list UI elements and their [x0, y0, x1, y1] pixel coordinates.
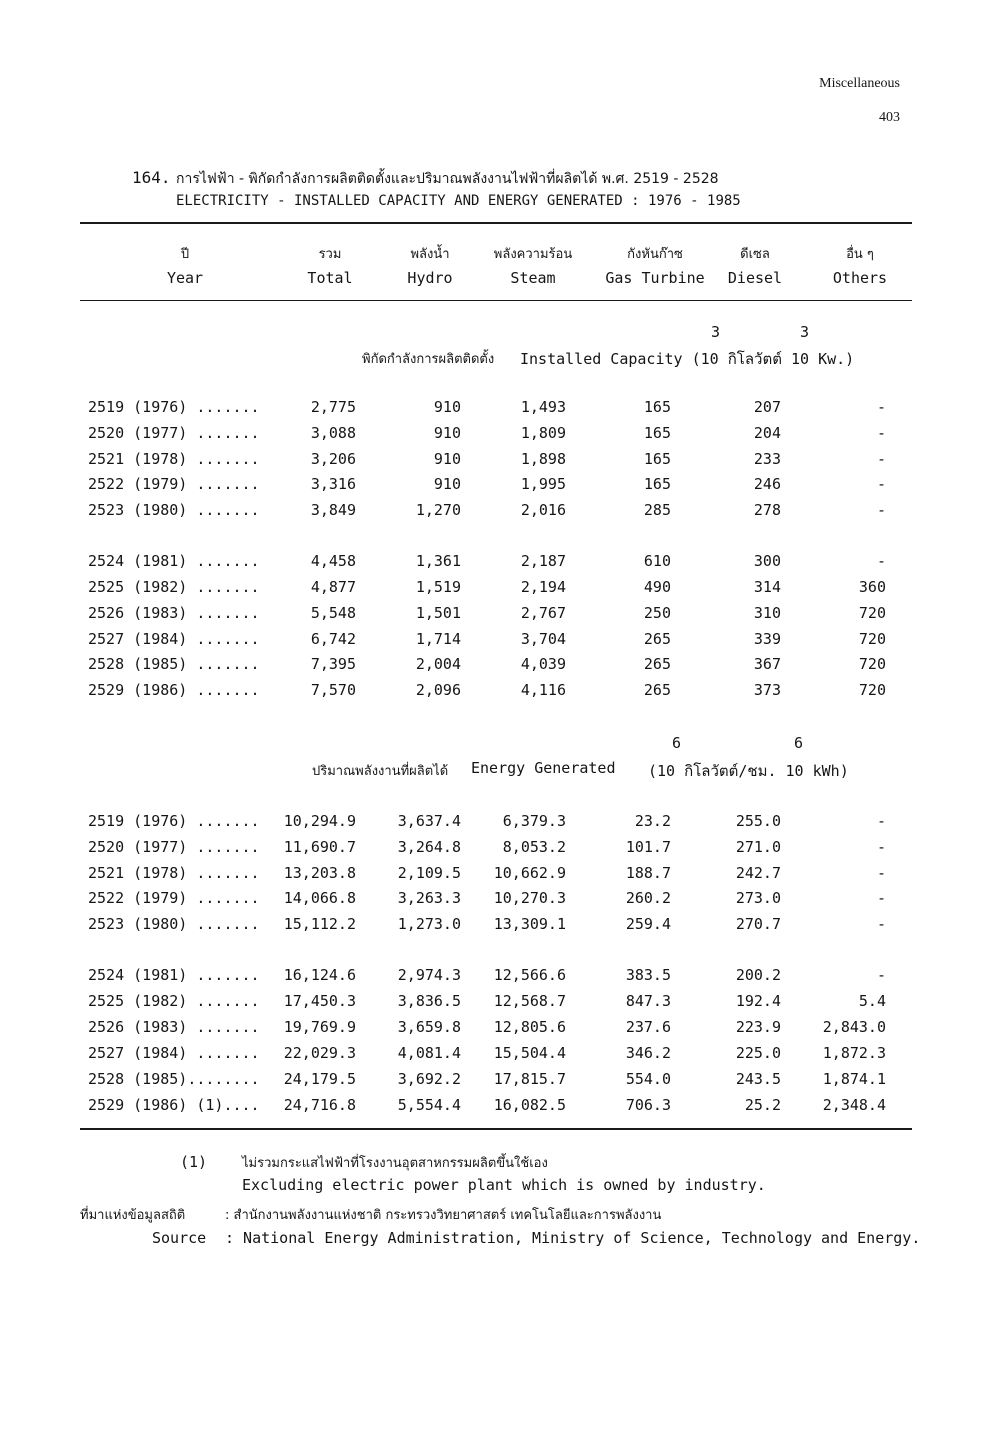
table-cell: 2,974.3: [397, 966, 461, 984]
table-cell: 367: [753, 655, 781, 673]
table-cell: 720: [858, 630, 886, 648]
footnote-marker: (1): [180, 1153, 208, 1171]
column-header-english: Diesel: [727, 269, 783, 287]
table-cell: 165: [643, 475, 671, 493]
row-year-label: 2523 (1980) .......: [88, 915, 260, 933]
table-cell: 3,206: [310, 450, 356, 468]
table-cell: 165: [643, 424, 671, 442]
table-cell: 14,066.8: [283, 889, 356, 907]
energy-heading-thai: ปริมาณพลังงานที่ผลิตได้: [312, 764, 449, 779]
table-cell: 3,264.8: [397, 838, 461, 856]
bottom-rule: [80, 1128, 912, 1130]
table-cell: 242.7: [735, 864, 781, 882]
table-title-english: ELECTRICITY - INSTALLED CAPACITY AND ENERGY GENERATED : 1976 - 1985: [176, 193, 741, 209]
table-cell: 610: [643, 552, 671, 570]
table-cell: 15,504.4: [493, 1044, 566, 1062]
table-cell: 910: [433, 475, 461, 493]
table-cell: 910: [433, 450, 461, 468]
table-cell: 10,294.9: [283, 812, 356, 830]
row-year-label: 2524 (1981) .......: [88, 552, 260, 570]
table-cell: 2,194: [520, 578, 566, 596]
column-header-thai: ปี: [180, 247, 190, 262]
table-cell: 285: [643, 501, 671, 519]
column-header-thai: ดีเซล: [740, 247, 770, 262]
footnote-thai: ไม่รวมกระแสไฟฟ้าที่โรงงานอุตสาหกรรมผลิตขึ้นใช้เอง: [242, 1156, 548, 1171]
row-year-label: 2519 (1976) .......: [88, 812, 260, 830]
table-cell: 265: [643, 681, 671, 699]
table-cell: -: [876, 966, 886, 984]
top-rule: [80, 222, 912, 224]
row-year-label: 2526 (1983) .......: [88, 604, 260, 622]
table-cell: 3,849: [310, 501, 356, 519]
row-year-label: 2527 (1984) .......: [88, 1044, 260, 1062]
table-cell: 8,053.2: [502, 838, 566, 856]
column-header-english: Total: [307, 269, 353, 287]
table-cell: 246: [753, 475, 781, 493]
table-cell: 5,554.4: [397, 1096, 461, 1114]
source-text-english: : National Energy Administration, Ministry of Science, Technology and Energy.: [225, 1229, 921, 1247]
table-cell: 13,203.8: [283, 864, 356, 882]
table-cell: 5,548: [310, 604, 356, 622]
table-cell: 314: [753, 578, 781, 596]
table-cell: 720: [858, 655, 886, 673]
table-cell: 260.2: [625, 889, 671, 907]
table-cell: 706.3: [625, 1096, 671, 1114]
column-header-english: Hydro: [407, 269, 453, 287]
table-cell: 1,361: [415, 552, 461, 570]
table-title-thai: การไฟฟ้า - พิกัดกำลังการผลิตติดตั้งและปริมาณพลังงานไฟฟ้าที่ผลิตได้ พ.ศ. 2519 - 2528: [176, 171, 719, 187]
table-cell: 22,029.3: [283, 1044, 356, 1062]
column-header-thai: รวม: [318, 247, 342, 262]
capacity-exponent-left: 3: [711, 323, 721, 341]
row-year-label: 2526 (1983) .......: [88, 1018, 260, 1036]
table-cell: 4,116: [520, 681, 566, 699]
page-section-label: Miscellaneous: [819, 76, 900, 91]
table-cell: 2,775: [310, 398, 356, 416]
table-cell: 192.4: [735, 992, 781, 1010]
column-header-thai: อื่น ๆ: [846, 247, 874, 262]
column-header-thai: พลังความร้อน: [493, 247, 573, 262]
table-cell: 12,805.6: [493, 1018, 566, 1036]
table-cell: 4,458: [310, 552, 356, 570]
energy-exponent-left: 6: [672, 734, 682, 752]
row-year-label: 2520 (1977) .......: [88, 838, 260, 856]
table-cell: 15,112.2: [283, 915, 356, 933]
row-year-label: 2523 (1980) .......: [88, 501, 260, 519]
row-year-label: 2521 (1978) .......: [88, 864, 260, 882]
table-cell: -: [876, 552, 886, 570]
table-cell: 1,519: [415, 578, 461, 596]
table-cell: 223.9: [735, 1018, 781, 1036]
table-cell: 1,714: [415, 630, 461, 648]
table-cell: 101.7: [625, 838, 671, 856]
source-text-thai: : สำนักงานพลังงานแห่งชาติ กระทรวงวิทยาศาสตร์ เทคโนโลยีและการพลังงาน: [225, 1208, 662, 1223]
table-cell: 17,815.7: [493, 1070, 566, 1088]
table-number: 164.: [132, 168, 171, 187]
row-year-label: 2529 (1986) (1)....: [88, 1096, 260, 1114]
table-cell: 24,716.8: [283, 1096, 356, 1114]
table-cell: 13,309.1: [493, 915, 566, 933]
table-cell: 259.4: [625, 915, 671, 933]
table-cell: 1,872.3: [822, 1044, 886, 1062]
table-cell: 200.2: [735, 966, 781, 984]
capacity-exponent-right: 3: [800, 323, 810, 341]
table-cell: 2,843.0: [822, 1018, 886, 1036]
table-cell: 3,316: [310, 475, 356, 493]
row-year-label: 2525 (1982) .......: [88, 578, 260, 596]
table-cell: 4,039: [520, 655, 566, 673]
table-cell: -: [876, 501, 886, 519]
column-header-thai: พลังน้ำ: [410, 247, 450, 262]
table-cell: 310: [753, 604, 781, 622]
table-cell: 250: [643, 604, 671, 622]
table-cell: 360: [858, 578, 886, 596]
table-cell: 1,273.0: [397, 915, 461, 933]
table-cell: 1,809: [520, 424, 566, 442]
table-cell: 1,270: [415, 501, 461, 519]
table-cell: 1,874.1: [822, 1070, 886, 1088]
row-year-label: 2529 (1986) .......: [88, 681, 260, 699]
table-cell: 265: [643, 630, 671, 648]
table-cell: 16,124.6: [283, 966, 356, 984]
table-cell: 16,082.5: [493, 1096, 566, 1114]
table-cell: 2,096: [415, 681, 461, 699]
row-year-label: 2519 (1976) .......: [88, 398, 260, 416]
column-header-english: Steam: [510, 269, 556, 287]
column-header-english: Gas Turbine: [605, 269, 705, 287]
table-cell: 7,395: [310, 655, 356, 673]
table-cell: 23.2: [634, 812, 671, 830]
table-cell: -: [876, 915, 886, 933]
table-cell: 720: [858, 681, 886, 699]
table-cell: 10,662.9: [493, 864, 566, 882]
table-cell: 265: [643, 655, 671, 673]
row-year-label: 2528 (1985)........: [88, 1070, 260, 1088]
table-cell: -: [876, 812, 886, 830]
table-cell: 2,109.5: [397, 864, 461, 882]
table-cell: -: [876, 475, 886, 493]
capacity-heading-thai: พิกัดกำลังการผลิตติดตั้ง: [362, 352, 495, 367]
table-cell: 910: [433, 424, 461, 442]
table-cell: 720: [858, 604, 886, 622]
table-cell: 300: [753, 552, 781, 570]
table-cell: 225.0: [735, 1044, 781, 1062]
table-cell: 2,004: [415, 655, 461, 673]
table-cell: 3,704: [520, 630, 566, 648]
table-cell: -: [876, 864, 886, 882]
table-cell: 1,898: [520, 450, 566, 468]
table-cell: 1,995: [520, 475, 566, 493]
table-cell: 346.2: [625, 1044, 671, 1062]
table-cell: 165: [643, 450, 671, 468]
table-cell: 19,769.9: [283, 1018, 356, 1036]
table-cell: 11,690.7: [283, 838, 356, 856]
row-year-label: 2527 (1984) .......: [88, 630, 260, 648]
table-cell: 4,081.4: [397, 1044, 461, 1062]
column-header-english: Year: [166, 269, 204, 287]
table-cell: 490: [643, 578, 671, 596]
table-cell: 339: [753, 630, 781, 648]
table-cell: 1,501: [415, 604, 461, 622]
table-cell: 255.0: [735, 812, 781, 830]
table-cell: 2,016: [520, 501, 566, 519]
table-cell: 24,179.5: [283, 1070, 356, 1088]
table-cell: 383.5: [625, 966, 671, 984]
table-cell: 271.0: [735, 838, 781, 856]
row-year-label: 2520 (1977) .......: [88, 424, 260, 442]
capacity-heading-english: Installed Capacity (10 กิโลวัตต์ 10 Kw.): [520, 350, 855, 368]
row-year-label: 2524 (1981) .......: [88, 966, 260, 984]
table-cell: 233: [753, 450, 781, 468]
row-year-label: 2522 (1979) .......: [88, 475, 260, 493]
table-cell: 237.6: [625, 1018, 671, 1036]
source-label-thai: ที่มาแห่งข้อมูลสถิติ: [80, 1208, 186, 1223]
header-rule: [80, 300, 912, 301]
table-cell: -: [876, 838, 886, 856]
row-year-label: 2522 (1979) .......: [88, 889, 260, 907]
table-cell: 3,637.4: [397, 812, 461, 830]
table-cell: -: [876, 889, 886, 907]
page-number: 403: [879, 110, 900, 125]
table-cell: 6,742: [310, 630, 356, 648]
table-cell: 3,088: [310, 424, 356, 442]
row-year-label: 2521 (1978) .......: [88, 450, 260, 468]
table-cell: 7,570: [310, 681, 356, 699]
table-cell: 4,877: [310, 578, 356, 596]
row-year-label: 2525 (1982) .......: [88, 992, 260, 1010]
footnote-english: Excluding electric power plant which is owned by industry.: [242, 1176, 766, 1194]
table-cell: -: [876, 424, 886, 442]
table-cell: -: [876, 398, 886, 416]
energy-exponent-right: 6: [794, 734, 804, 752]
table-cell: 278: [753, 501, 781, 519]
table-cell: 373: [753, 681, 781, 699]
source-label-english: Source: [152, 1229, 207, 1247]
table-cell: 204: [753, 424, 781, 442]
table-cell: 847.3: [625, 992, 671, 1010]
table-cell: 165: [643, 398, 671, 416]
table-cell: 2,187: [520, 552, 566, 570]
table-cell: 273.0: [735, 889, 781, 907]
table-cell: 10,270.3: [493, 889, 566, 907]
energy-heading-unit: (10 กิโลวัตต์/ชม. 10 kWh): [648, 762, 849, 780]
table-cell: -: [876, 450, 886, 468]
table-cell: 207: [753, 398, 781, 416]
table-cell: 12,568.7: [493, 992, 566, 1010]
row-year-label: 2528 (1985) .......: [88, 655, 260, 673]
table-cell: 12,566.6: [493, 966, 566, 984]
table-cell: 3,836.5: [397, 992, 461, 1010]
table-cell: 188.7: [625, 864, 671, 882]
table-cell: 25.2: [744, 1096, 781, 1114]
table-cell: 554.0: [625, 1070, 671, 1088]
table-cell: 3,659.8: [397, 1018, 461, 1036]
table-cell: 243.5: [735, 1070, 781, 1088]
table-cell: 6,379.3: [502, 812, 566, 830]
table-cell: 270.7: [735, 915, 781, 933]
table-cell: 3,263.3: [397, 889, 461, 907]
column-header-english: Others: [832, 269, 888, 287]
table-cell: 3,692.2: [397, 1070, 461, 1088]
table-cell: 1,493: [520, 398, 566, 416]
table-cell: 2,348.4: [822, 1096, 886, 1114]
column-header-thai: กังหันก๊าซ: [627, 247, 683, 262]
table-cell: 910: [433, 398, 461, 416]
energy-heading-english: Energy Generated: [471, 759, 616, 777]
table-cell: 5.4: [858, 992, 886, 1010]
table-cell: 17,450.3: [283, 992, 356, 1010]
table-cell: 2,767: [520, 604, 566, 622]
